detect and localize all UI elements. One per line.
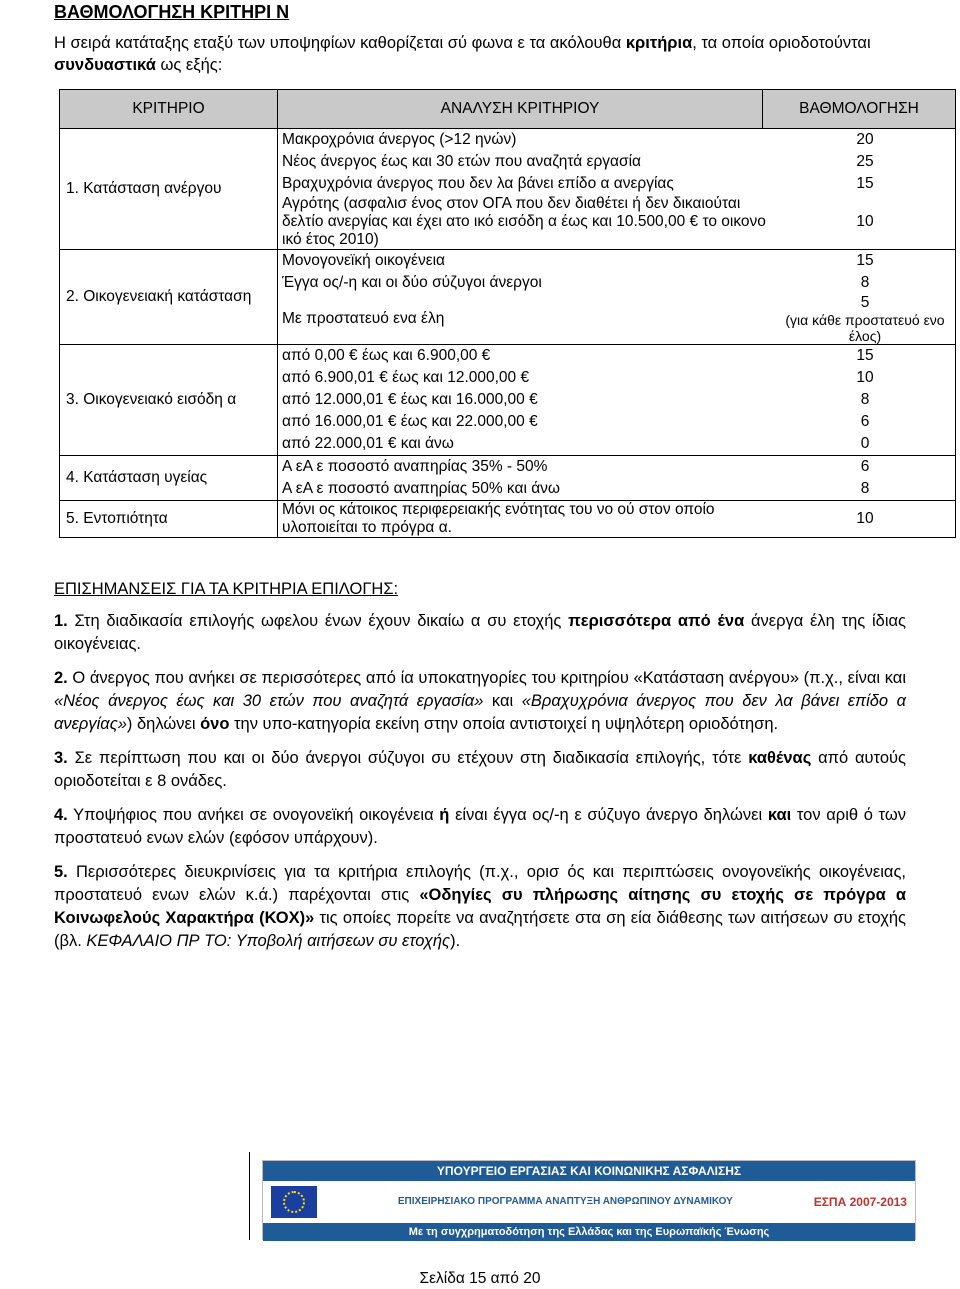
criterion-points: 15 [856,252,874,269]
header-score: ΒΑΘΜΟΛΟΓΗΣΗ [763,90,956,129]
text-run: 4. [54,806,68,824]
text-run: Η σειρά κατάταξης εταξύ των υποψηφίων καθορίζεται σύ φωνα ε τα ακόλουθα [54,34,626,52]
text-run: και [483,692,522,710]
text-run: , τα οποία οριοδοτούνται [692,34,871,52]
criterion-description: Μόνι ος κάτοικος περιφερειακής ενότητας του νο ού στον οποίο υλοποιείται το πρόγρα α. [282,501,715,536]
criterion-points: 8 [860,274,870,291]
criterion-rows [278,129,956,250]
banner-divider [249,1152,250,1240]
criterion-row [278,411,955,433]
criterion-row [278,478,955,500]
criterion-points: 20 [856,131,874,148]
criterion-row [278,389,955,411]
text-run: «Βραχυχρόνια άνεργος που δεν λα βάνει επίδο α ανεργίας» [54,692,907,733]
criterion-group [60,129,956,250]
points-note: (για κάθε προστατευό ενο έλος) [785,312,945,344]
page-number: Σελίδα 15 από 20 [419,1270,541,1287]
criterion-group [60,250,956,345]
criterion-description: από 6.900,01 € έως και 12.000,00 € [282,369,530,386]
text-run: ). [450,932,461,950]
criterion-description: Α εΑ ε ποσοστό αναπηρίας 35% - 50% [282,458,548,475]
criterion-points: 5 (για κάθε προστατευό ενο έλος) [775,294,955,344]
note-item [54,804,906,850]
text-run: Ο άνεργος που ανήκει σε περισσότερες από ία υποκατηγορίες του κριτηρίου «Κατάσταση ανέργου» (π.χ., είναι και [67,669,906,687]
text-run: συνδυαστικά [54,56,156,74]
text-run: 2. [54,669,68,687]
text-run: Σε περίπτωση που και οι δύο άνεργοι σύζυγοι συ ετέχουν στη διαδικασία επιλογής, τότε [67,749,749,767]
criterion-row [278,151,955,173]
criterion-description: Μακροχρόνια άνεργος (>12 ηνών) [282,131,517,148]
text-run: τις οποίες πορείτε να αναζητήσετε στα ση εία διάθεσης των αιτήσεων συ ετοχής (βλ. [54,909,906,950]
criterion-name: 2. Οικογενειακή κατάσταση [60,250,278,345]
criterion-row [278,294,955,344]
funding-banner [262,1160,916,1240]
text-run: καθένας [748,749,812,767]
text-run: 5. [54,863,68,881]
header-analysis: ΑΝΑΛΥΣΗ ΚΡΙΤΗΡΙΟΥ [278,90,763,129]
criterion-points: 8 [860,480,870,497]
note-item [54,667,906,736]
criterion-points: 25 [856,153,874,170]
text-run: κριτήρια [625,34,693,52]
criterion-points: 15 [856,347,874,364]
note-item [54,747,906,793]
criterion-description: Μονογονεϊκή οικογένεια [282,252,446,269]
criterion-name: 4. Κατάσταση υγείας [60,456,278,501]
text-run: ως εξής: [155,56,223,74]
text-run: Περισσότερες διευκρινίσεις για τα κριτήρια επιλογής (π.χ., ορισ ός και περιπτώσεις ονογονεϊκής οικογένειας, προστατευό ενων ελών κ.ά.) παρέχονται στις [54,863,906,904]
text-run: 3. [54,749,68,767]
criterion-group [60,501,956,538]
criterion-points: 6 [860,458,870,475]
criterion-row [278,345,955,367]
text-run: την υπο-κατηγορία εκείνη στην οποία αντιστοιχεί η υψηλότερη οριοδότηση. [229,715,779,733]
criterion-row [278,195,955,249]
criterion-row [278,272,955,294]
criterion-row [278,129,955,151]
banner-logos [263,1181,915,1223]
criterion-row [278,367,955,389]
criterion-row [278,433,955,455]
criterion-row [278,173,955,195]
criterion-group [60,456,956,501]
criterion-rows [278,501,956,538]
criterion-rows [278,345,956,456]
criterion-description: Α εΑ ε ποσοστό αναπηρίας 50% και άνω [282,480,561,497]
text-run: 1. [54,612,68,630]
criterion-name: 5. Εντοπιότητα [60,501,278,538]
text-run: «Νέος άνεργος έως και 30 ετών που αναζητά εργασία» [54,692,484,710]
criterion-description: από 16.000,01 € έως και 22.000,00 € [282,413,538,430]
text-run: είναι έγγα ος/-η ε σύζυγο άνεργο δηλώνει [449,806,768,824]
criterion-description: από 0,00 € έως και 6.900,00 € [282,347,491,364]
text-run: και [767,806,792,824]
criterion-points: 0 [860,435,870,452]
text-run: Υποψήφιος που ανήκει σε ονογονεϊκή οικογένεια [67,806,440,824]
criterion-points: 8 [860,391,870,408]
table-header-row [60,90,956,129]
text-run: τον αριθ ό των προστατευό ενων ελών (εφόσον υπάρχουν). [54,806,906,847]
criterion-points: 10 [856,369,874,386]
criterion-rows [278,250,956,345]
notes-section [54,610,906,964]
text-run: Στη διαδικασία επιλογής ωφελου ένων έχουν δικαίω α συ ετοχής [67,612,569,630]
criterion-description: Έγγα ος/-η και οι δύο σύζυγοι άνεργοι [282,274,542,291]
intro-paragraph [54,32,906,76]
criterion-row [278,250,955,272]
criterion-rows [278,456,956,501]
criterion-row [278,456,955,478]
criterion-group [60,345,956,456]
criterion-description: Αγρότης (ασφαλισ ένος στον ΟΓΑ που δεν διαθέτει ή δεν δικαιούται δελτίο ανεργίας και έχει ατο ικό εισόδη α έως και 10.500,00 € το οικονο ικό έτος 2010) [282,195,766,248]
note-item [54,861,906,953]
criterion-row [278,501,955,537]
criterion-description: από 22.000,01 € και άνω [282,435,454,452]
note-item [54,610,906,656]
banner-cofunding: Με τη συγχρηματοδότηση της Ελλάδας και της Ευρωπαϊκής Ένωσης [263,1223,915,1241]
criterion-points: 10 [856,213,874,230]
page-heading: ΒΑΘΜΟΛΟΓΗΣΗ ΚΡΙΤΗΡΙ Ν [54,2,290,22]
espa-logo: ΕΣΠΑ 2007-2013 [813,1194,907,1209]
text-run: από αυτούς οριοδοτείται ε 8 ονάδες. [54,749,906,790]
criterion-name: 1. Κατάσταση ανέργου [60,129,278,250]
text-run: άνεργα έλη της ίδιας οικογένειας. [54,612,906,653]
notes-title: ΕΠΙΣΗΜΑΝΣΕΙΣ ΓΙΑ ΤΑ ΚΡΙΤΗΡΙΑ ΕΠΙΛΟΓΗΣ: [54,580,399,598]
criterion-name: 3. Οικογενειακό εισόδη α [60,345,278,456]
text-run: «Οδηγίες συ πλήρωσης αίτησης συ ετοχής σε πρόγρα α Κοινωφελούς Χαρακτήρα (ΚΟΧ)» [54,886,906,927]
criteria-table [59,89,956,538]
banner-ministry: ΥΠΟΥΡΓΕΙΟ ΕΡΓΑΣΙΑΣ ΚΑΙ ΚΟΙΝΩΝΙΚΗΣ ΑΣΦΑΛΙΣΗΣ [263,1161,915,1181]
criterion-description: από 12.000,01 € έως και 16.000,00 € [282,391,538,408]
criterion-points: 15 [856,175,874,192]
text-run: ΚΕΦΑΛΑΙΟ ΠΡ ΤΟ: Υποβολή αιτήσεων συ ετοχής [86,932,451,950]
text-run: ή [439,806,450,824]
criterion-description: Βραχυχρόνια άνεργος που δεν λα βάνει επίδο α ανεργίας [282,175,674,192]
header-criterion: ΚΡΙΤΗΡΙΟ [60,90,278,129]
program-logo: ΕΠΙΧΕΙΡΗΣΙΑΚΟ ΠΡΟΓΡΑΜΜΑ ΑΝΑΠΤΥΞΗ ΑΝΘΡΩΠΙΝΟΥ ΔΥΝΑΜΙΚΟΥ [397,1196,733,1207]
criterion-description: Νέος άνεργος έως και 30 ετών που αναζητά εργασία [282,153,641,170]
criterion-description: Με προστατευό ενα έλη [282,310,445,327]
criterion-points: 6 [860,413,870,430]
text-run: περισσότερα από ένα [568,612,745,630]
eu-flag-icon [271,1186,317,1218]
criterion-points: 10 [856,510,874,527]
text-run: όνο [200,715,230,733]
text-run: ) δηλώνει [126,715,201,733]
